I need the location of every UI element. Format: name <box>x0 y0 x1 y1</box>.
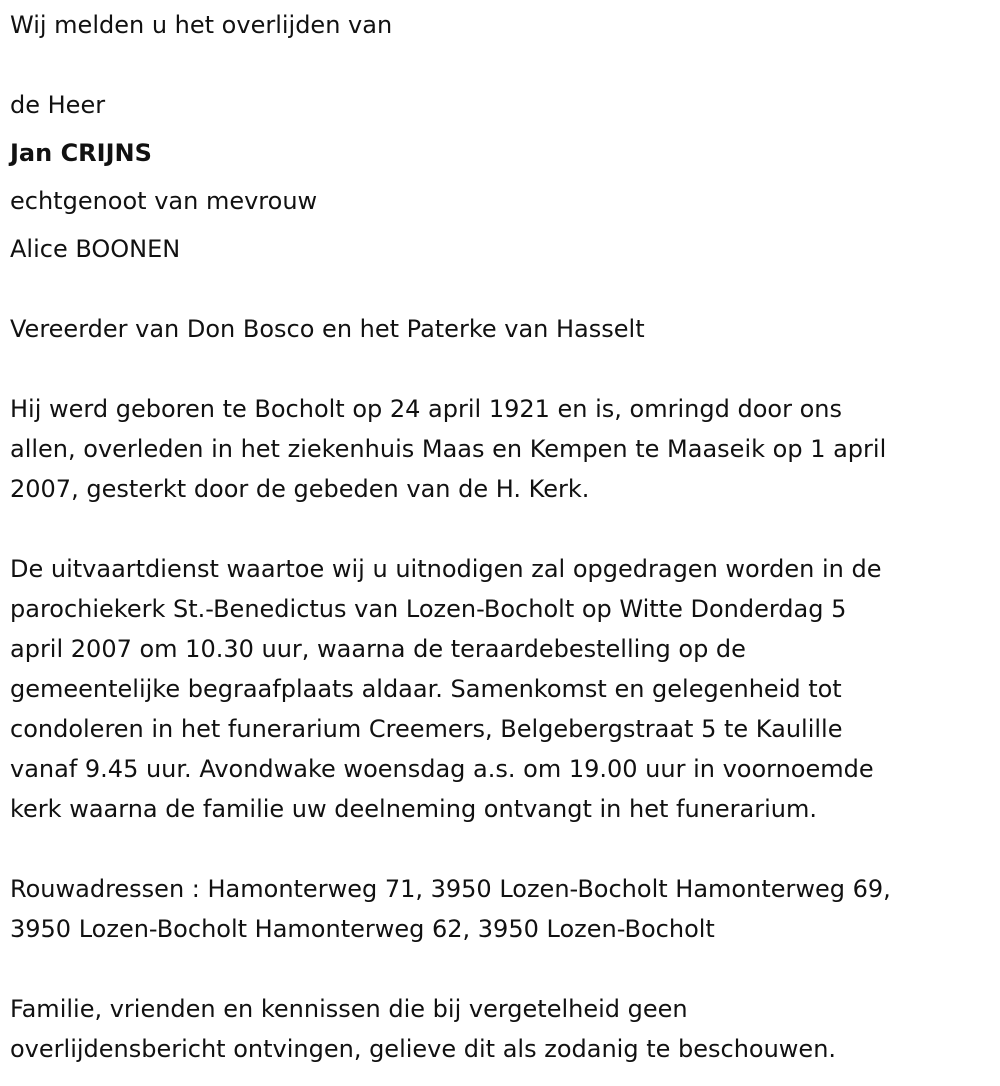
paragraph-line: condoleren in het funerarium Creemers, Belgebergstraat 5 te Kaulille <box>10 715 843 743</box>
closing-paragraph <box>10 989 836 1069</box>
funeral-paragraph <box>10 549 882 829</box>
paragraph-line: 2007, gesterkt door de gebeden van de H. Kerk. <box>10 475 590 503</box>
honorific: de Heer <box>10 91 106 119</box>
paragraph-line: De uitvaartdienst waartoe wij u uitnodigen zal opgedragen worden in de <box>10 555 882 583</box>
paragraph-line: 3950 Lozen-Bocholt Hamonterweg 62, 3950 Lozen-Bocholt <box>10 915 715 943</box>
paragraph-line: Rouwadressen : Hamonterweg 71, 3950 Lozen-Bocholt Hamonterweg 69, <box>10 875 891 903</box>
paragraph-line: overlijdensbericht ontvingen, gelieve dit als zodanig te beschouwen. <box>10 1035 837 1063</box>
relation-text: echtgenoot van mevrouw <box>10 187 318 215</box>
birth-death-paragraph <box>10 389 886 509</box>
intro-text: Wij melden u het overlijden van <box>10 11 393 39</box>
paragraph-line: april 2007 om 10.30 uur, waarna de teraardebestelling op de <box>10 635 746 663</box>
paragraph-line: gemeentelijke begraafplaats aldaar. Samenkomst en gelegenheid tot <box>10 675 842 703</box>
deceased-name: Jan CRIJNS <box>10 139 152 167</box>
paragraph-line: kerk waarna de familie uw deelneming ontvangt in het funerarium. <box>10 795 817 823</box>
paragraph-line: parochiekerk St.-Benedictus van Lozen-Bocholt op Witte Donderdag 5 <box>10 595 847 623</box>
addresses-paragraph <box>10 869 891 949</box>
paragraph-line: Hij werd geboren te Bocholt op 24 april 1921 en is, omringd door ons <box>10 395 842 423</box>
spouse-name: Alice BOONEN <box>10 235 181 263</box>
paragraph-line: vanaf 9.45 uur. Avondwake woensdag a.s. om 19.00 uur in voornoemde <box>10 755 874 783</box>
paragraph-line: Familie, vrienden en kennissen die bij vergetelheid geen <box>10 995 688 1023</box>
paragraph-line: allen, overleden in het ziekenhuis Maas en Kempen te Maaseik op 1 april <box>10 435 887 463</box>
devotion-text: Vereerder van Don Bosco en het Paterke van Hasselt <box>10 315 645 343</box>
